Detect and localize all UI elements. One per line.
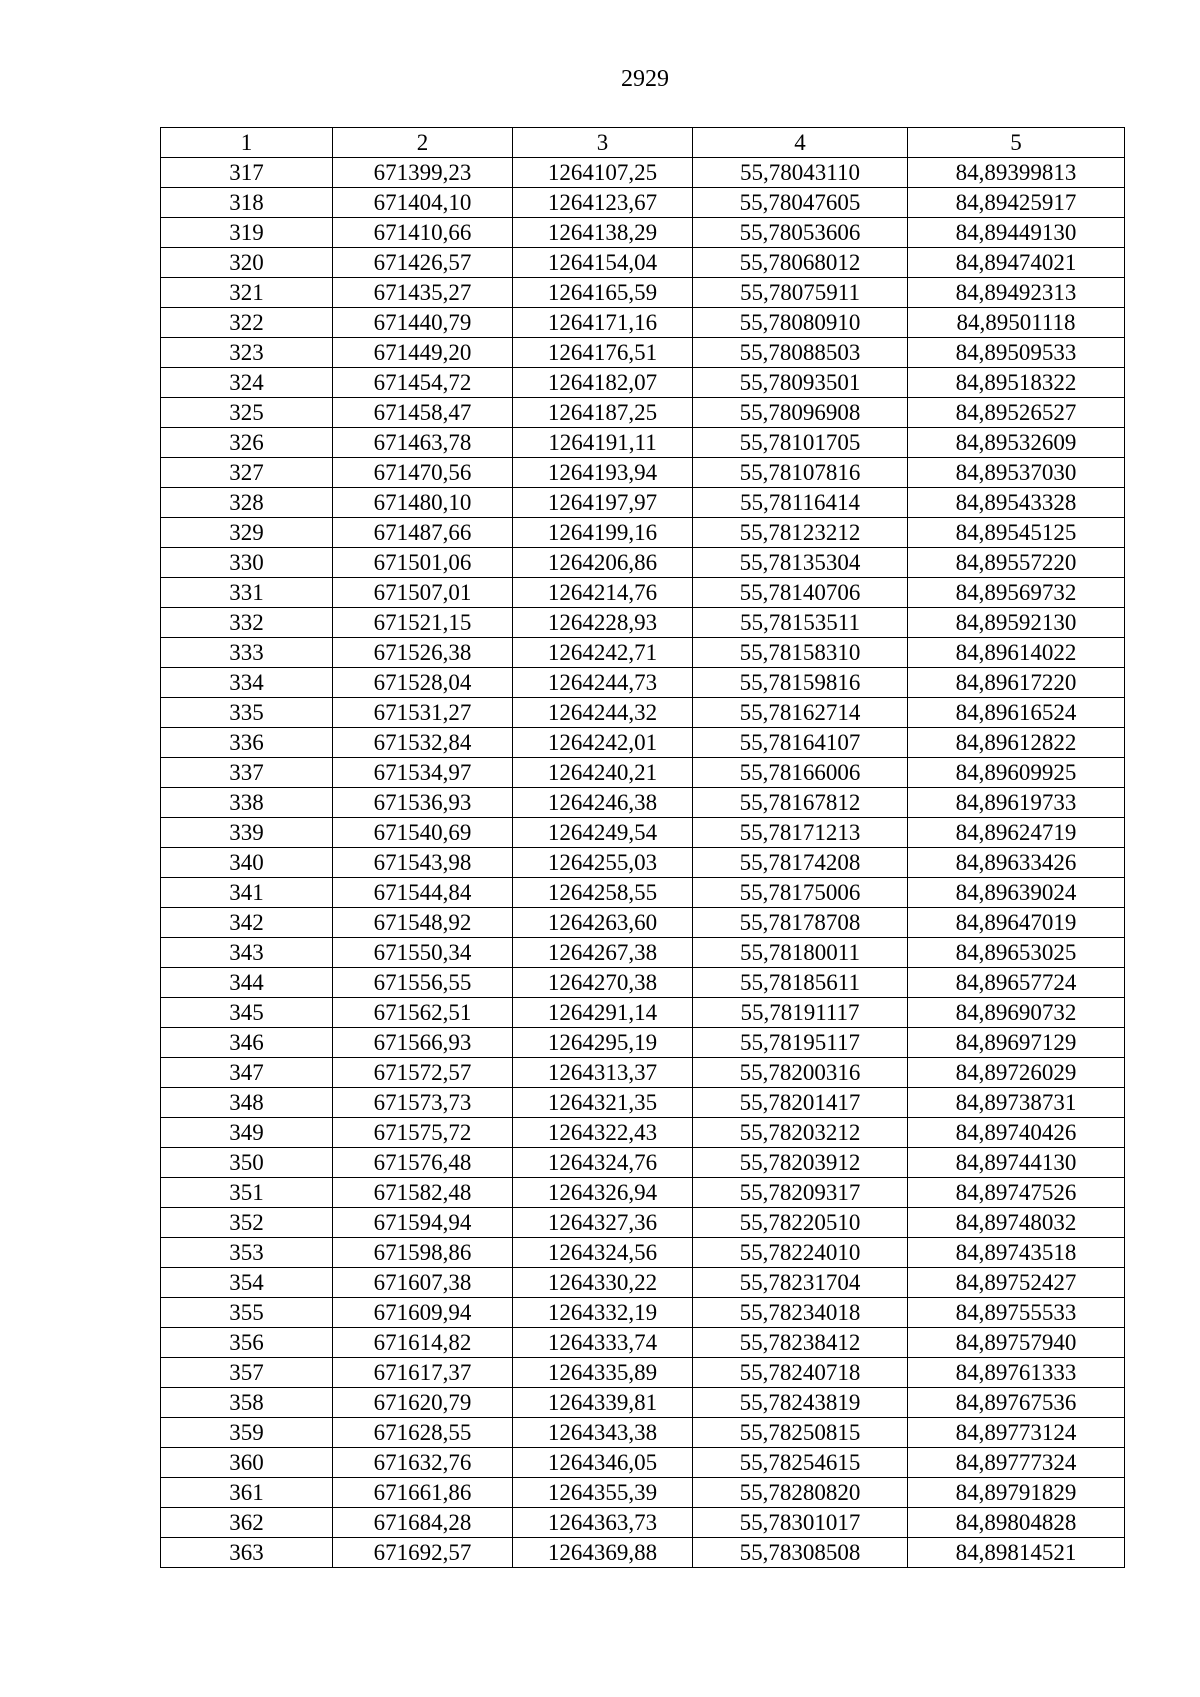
table-cell: 84,89537030 [908, 458, 1125, 488]
table-cell: 320 [161, 248, 333, 278]
table-cell: 671449,20 [333, 338, 513, 368]
column-header: 3 [513, 128, 693, 158]
table-cell: 55,78164107 [693, 728, 908, 758]
table-cell: 671534,97 [333, 758, 513, 788]
table-cell: 1264176,51 [513, 338, 693, 368]
table-cell: 55,78093501 [693, 368, 908, 398]
table-cell: 1264165,59 [513, 278, 693, 308]
table-cell: 84,89612822 [908, 728, 1125, 758]
table-cell: 671614,82 [333, 1328, 513, 1358]
table-row [161, 1268, 1125, 1298]
table-cell: 84,89740426 [908, 1118, 1125, 1148]
table-cell: 84,89738731 [908, 1088, 1125, 1118]
table-cell: 55,78209317 [693, 1178, 908, 1208]
table-cell: 671507,01 [333, 578, 513, 608]
table-cell: 84,89557220 [908, 548, 1125, 578]
table-cell: 1264258,55 [513, 878, 693, 908]
table-cell: 84,89399813 [908, 158, 1125, 188]
table-row [161, 938, 1125, 968]
table-cell: 1264249,54 [513, 818, 693, 848]
table-row [161, 548, 1125, 578]
table-cell: 55,78101705 [693, 428, 908, 458]
table-cell: 671410,66 [333, 218, 513, 248]
table-cell: 55,78200316 [693, 1058, 908, 1088]
table-cell: 344 [161, 968, 333, 998]
table-cell: 327 [161, 458, 333, 488]
table-cell: 55,78254615 [693, 1448, 908, 1478]
table-cell: 1264322,43 [513, 1118, 693, 1148]
table-cell: 671582,48 [333, 1178, 513, 1208]
table-cell: 1264355,39 [513, 1478, 693, 1508]
table-row [161, 218, 1125, 248]
table-cell: 671532,84 [333, 728, 513, 758]
table-cell: 335 [161, 698, 333, 728]
table-row [161, 908, 1125, 938]
table-cell: 1264369,88 [513, 1538, 693, 1568]
table-cell: 671399,23 [333, 158, 513, 188]
table-row [161, 728, 1125, 758]
table-cell: 671576,48 [333, 1148, 513, 1178]
table-cell: 55,78107816 [693, 458, 908, 488]
table-cell: 324 [161, 368, 333, 398]
table-cell: 323 [161, 338, 333, 368]
table-row [161, 1238, 1125, 1268]
table-cell: 84,89543328 [908, 488, 1125, 518]
table-cell: 671544,84 [333, 878, 513, 908]
table-cell: 1264321,35 [513, 1088, 693, 1118]
table-cell: 671454,72 [333, 368, 513, 398]
table-cell: 84,89690732 [908, 998, 1125, 1028]
table-cell: 55,78201417 [693, 1088, 908, 1118]
table-row [161, 638, 1125, 668]
coordinates-table [160, 127, 1125, 1568]
table-cell: 55,78250815 [693, 1418, 908, 1448]
table-cell: 55,78234018 [693, 1298, 908, 1328]
table-cell: 671528,04 [333, 668, 513, 698]
table-cell: 1264138,29 [513, 218, 693, 248]
table-cell: 84,89449130 [908, 218, 1125, 248]
table-cell: 671632,76 [333, 1448, 513, 1478]
table-header-row [161, 128, 1125, 158]
table-cell: 55,78301017 [693, 1508, 908, 1538]
table-cell: 342 [161, 908, 333, 938]
table-cell: 321 [161, 278, 333, 308]
table-cell: 55,78238412 [693, 1328, 908, 1358]
table-cell: 1264295,19 [513, 1028, 693, 1058]
table-row [161, 278, 1125, 308]
table-cell: 55,78175006 [693, 878, 908, 908]
table-row [161, 1418, 1125, 1448]
table-cell: 339 [161, 818, 333, 848]
table-cell: 84,89757940 [908, 1328, 1125, 1358]
table-cell: 318 [161, 188, 333, 218]
table-row [161, 1448, 1125, 1478]
table-cell: 671692,57 [333, 1538, 513, 1568]
table-cell: 357 [161, 1358, 333, 1388]
table-cell: 671566,93 [333, 1028, 513, 1058]
table-cell: 84,89545125 [908, 518, 1125, 548]
table-cell: 55,78075911 [693, 278, 908, 308]
table-cell: 55,78116414 [693, 488, 908, 518]
table-cell: 1264197,97 [513, 488, 693, 518]
table-cell: 84,89617220 [908, 668, 1125, 698]
table-cell: 84,89755533 [908, 1298, 1125, 1328]
table-cell: 84,89747526 [908, 1178, 1125, 1208]
table-cell: 319 [161, 218, 333, 248]
table-cell: 1264187,25 [513, 398, 693, 428]
table-cell: 671607,38 [333, 1268, 513, 1298]
table-cell: 55,78174208 [693, 848, 908, 878]
table-row [161, 1298, 1125, 1328]
table-row [161, 1208, 1125, 1238]
table-cell: 55,78203212 [693, 1118, 908, 1148]
table-cell: 1264291,14 [513, 998, 693, 1028]
table-cell: 347 [161, 1058, 333, 1088]
table-cell: 1264332,19 [513, 1298, 693, 1328]
table-cell: 361 [161, 1478, 333, 1508]
table-cell: 1264255,03 [513, 848, 693, 878]
table-cell: 55,78135304 [693, 548, 908, 578]
table-cell: 1264346,05 [513, 1448, 693, 1478]
table-row [161, 1358, 1125, 1388]
table-row [161, 1148, 1125, 1178]
table-cell: 350 [161, 1148, 333, 1178]
table-cell: 84,89619733 [908, 788, 1125, 818]
table-cell: 1264244,73 [513, 668, 693, 698]
table-cell: 317 [161, 158, 333, 188]
table-cell: 671556,55 [333, 968, 513, 998]
table-row [161, 968, 1125, 998]
table-cell: 55,78167812 [693, 788, 908, 818]
table-cell: 671684,28 [333, 1508, 513, 1538]
table-cell: 671609,94 [333, 1298, 513, 1328]
table-row [161, 1028, 1125, 1058]
table-cell: 84,89569732 [908, 578, 1125, 608]
table-cell: 84,89526527 [908, 398, 1125, 428]
table-cell: 1264343,38 [513, 1418, 693, 1448]
table-cell: 1264193,94 [513, 458, 693, 488]
table-cell: 329 [161, 518, 333, 548]
table-cell: 1264330,22 [513, 1268, 693, 1298]
table-cell: 55,78140706 [693, 578, 908, 608]
table-cell: 1264327,36 [513, 1208, 693, 1238]
table-cell: 55,78159816 [693, 668, 908, 698]
table-row [161, 1478, 1125, 1508]
table-cell: 55,78220510 [693, 1208, 908, 1238]
table-cell: 671562,51 [333, 998, 513, 1028]
table-cell: 352 [161, 1208, 333, 1238]
table-cell: 671463,78 [333, 428, 513, 458]
table-row [161, 248, 1125, 278]
table-cell: 671620,79 [333, 1388, 513, 1418]
table-cell: 343 [161, 938, 333, 968]
table-cell: 331 [161, 578, 333, 608]
table-cell: 354 [161, 1268, 333, 1298]
table-cell: 55,78191117 [693, 998, 908, 1028]
table-row [161, 368, 1125, 398]
table-body [161, 158, 1125, 1568]
table-cell: 671487,66 [333, 518, 513, 548]
table-cell: 1264214,76 [513, 578, 693, 608]
column-header: 1 [161, 128, 333, 158]
table-cell: 346 [161, 1028, 333, 1058]
table-cell: 84,89609925 [908, 758, 1125, 788]
table-cell: 84,89425917 [908, 188, 1125, 218]
table-cell: 322 [161, 308, 333, 338]
table-cell: 55,78171213 [693, 818, 908, 848]
table-cell: 55,78180011 [693, 938, 908, 968]
table-cell: 55,78308508 [693, 1538, 908, 1568]
table-cell: 1264206,86 [513, 548, 693, 578]
table-row [161, 1088, 1125, 1118]
table-row [161, 518, 1125, 548]
table-cell: 84,89592130 [908, 608, 1125, 638]
table-cell: 84,89743518 [908, 1238, 1125, 1268]
table-cell: 1264339,81 [513, 1388, 693, 1418]
table-cell: 84,89773124 [908, 1418, 1125, 1448]
table-cell: 363 [161, 1538, 333, 1568]
table-cell: 671594,94 [333, 1208, 513, 1238]
table-cell: 84,89616524 [908, 698, 1125, 728]
table-cell: 336 [161, 728, 333, 758]
table-cell: 340 [161, 848, 333, 878]
table-cell: 55,78043110 [693, 158, 908, 188]
table-cell: 55,78096908 [693, 398, 908, 428]
table-cell: 1264335,89 [513, 1358, 693, 1388]
table-row [161, 488, 1125, 518]
table-row [161, 338, 1125, 368]
table-cell: 671435,27 [333, 278, 513, 308]
page-number: 2929 [621, 66, 669, 92]
table-cell: 671470,56 [333, 458, 513, 488]
table-cell: 1264263,60 [513, 908, 693, 938]
table-cell: 55,78203912 [693, 1148, 908, 1178]
table-cell: 671572,57 [333, 1058, 513, 1088]
column-header: 5 [908, 128, 1125, 158]
table-cell: 333 [161, 638, 333, 668]
table-cell: 84,89804828 [908, 1508, 1125, 1538]
table-cell: 55,78280820 [693, 1478, 908, 1508]
table-row [161, 878, 1125, 908]
table-cell: 84,89532609 [908, 428, 1125, 458]
table-cell: 84,89647019 [908, 908, 1125, 938]
table-cell: 55,78224010 [693, 1238, 908, 1268]
table-row [161, 1178, 1125, 1208]
table-cell: 671501,06 [333, 548, 513, 578]
table-cell: 1264154,04 [513, 248, 693, 278]
table-row [161, 428, 1125, 458]
table-cell: 1264242,71 [513, 638, 693, 668]
table-row [161, 818, 1125, 848]
table-cell: 671440,79 [333, 308, 513, 338]
table-cell: 671521,15 [333, 608, 513, 638]
table-cell: 1264246,38 [513, 788, 693, 818]
table-cell: 55,78153511 [693, 608, 908, 638]
table-row [161, 608, 1125, 638]
table-cell: 84,89492313 [908, 278, 1125, 308]
table-cell: 55,78166006 [693, 758, 908, 788]
table-cell: 671617,37 [333, 1358, 513, 1388]
table-cell: 334 [161, 668, 333, 698]
table-cell: 356 [161, 1328, 333, 1358]
table-cell: 1264242,01 [513, 728, 693, 758]
table-cell: 84,89518322 [908, 368, 1125, 398]
table-row [161, 1538, 1125, 1568]
table-row [161, 458, 1125, 488]
table-cell: 349 [161, 1118, 333, 1148]
table-cell: 84,89791829 [908, 1478, 1125, 1508]
table-cell: 1264191,11 [513, 428, 693, 458]
table-row [161, 158, 1125, 188]
table-cell: 84,89814521 [908, 1538, 1125, 1568]
table-row [161, 578, 1125, 608]
table-cell: 671628,55 [333, 1418, 513, 1448]
table-cell: 671526,38 [333, 638, 513, 668]
table-cell: 55,78195117 [693, 1028, 908, 1058]
table-cell: 55,78053606 [693, 218, 908, 248]
table-cell: 84,89639024 [908, 878, 1125, 908]
table-cell: 1264123,67 [513, 188, 693, 218]
table-cell: 1264107,25 [513, 158, 693, 188]
table-cell: 55,78068012 [693, 248, 908, 278]
table-cell: 84,89726029 [908, 1058, 1125, 1088]
table-cell: 328 [161, 488, 333, 518]
table-cell: 671426,57 [333, 248, 513, 278]
table-cell: 362 [161, 1508, 333, 1538]
table-cell: 1264244,32 [513, 698, 693, 728]
column-header: 4 [693, 128, 908, 158]
table-cell: 671575,72 [333, 1118, 513, 1148]
table-cell: 84,89777324 [908, 1448, 1125, 1478]
table-cell: 359 [161, 1418, 333, 1448]
table-cell: 84,89748032 [908, 1208, 1125, 1238]
table-cell: 358 [161, 1388, 333, 1418]
table-cell: 671548,92 [333, 908, 513, 938]
table-cell: 671540,69 [333, 818, 513, 848]
table-cell: 55,78158310 [693, 638, 908, 668]
table-cell: 84,89474021 [908, 248, 1125, 278]
table-cell: 84,89509533 [908, 338, 1125, 368]
table-cell: 55,78240718 [693, 1358, 908, 1388]
table-row [161, 1058, 1125, 1088]
table-cell: 326 [161, 428, 333, 458]
table-cell: 55,78080910 [693, 308, 908, 338]
table-row [161, 1328, 1125, 1358]
table-cell: 1264171,16 [513, 308, 693, 338]
table-cell: 84,89501118 [908, 308, 1125, 338]
table-row [161, 308, 1125, 338]
table-cell: 1264326,94 [513, 1178, 693, 1208]
table-cell: 671550,34 [333, 938, 513, 968]
table-cell: 341 [161, 878, 333, 908]
table-row [161, 698, 1125, 728]
table-row [161, 998, 1125, 1028]
table-cell: 330 [161, 548, 333, 578]
table-cell: 84,89744130 [908, 1148, 1125, 1178]
table-cell: 1264228,93 [513, 608, 693, 638]
table-cell: 84,89653025 [908, 938, 1125, 968]
table-cell: 353 [161, 1238, 333, 1268]
table-cell: 84,89614022 [908, 638, 1125, 668]
table-cell: 338 [161, 788, 333, 818]
table-cell: 55,78088503 [693, 338, 908, 368]
table-row [161, 668, 1125, 698]
table-cell: 671480,10 [333, 488, 513, 518]
table-cell: 84,89761333 [908, 1358, 1125, 1388]
table-row [161, 1118, 1125, 1148]
table-cell: 55,78243819 [693, 1388, 908, 1418]
table-cell: 55,78047605 [693, 188, 908, 218]
table-cell: 671404,10 [333, 188, 513, 218]
table-row [161, 188, 1125, 218]
table-cell: 325 [161, 398, 333, 428]
table-cell: 1264324,76 [513, 1148, 693, 1178]
table-cell: 355 [161, 1298, 333, 1328]
table-cell: 84,89624719 [908, 818, 1125, 848]
table-cell: 1264182,07 [513, 368, 693, 398]
table-cell: 55,78123212 [693, 518, 908, 548]
table-cell: 345 [161, 998, 333, 1028]
table-cell: 671536,93 [333, 788, 513, 818]
table-cell: 84,89697129 [908, 1028, 1125, 1058]
table-cell: 84,89752427 [908, 1268, 1125, 1298]
table-cell: 55,78162714 [693, 698, 908, 728]
table-cell: 360 [161, 1448, 333, 1478]
table-row [161, 398, 1125, 428]
table-row [161, 788, 1125, 818]
table-row [161, 758, 1125, 788]
column-header: 2 [333, 128, 513, 158]
table-cell: 1264270,38 [513, 968, 693, 998]
table-cell: 1264199,16 [513, 518, 693, 548]
table-cell: 55,78231704 [693, 1268, 908, 1298]
table-cell: 671531,27 [333, 698, 513, 728]
table-cell: 1264333,74 [513, 1328, 693, 1358]
table-cell: 351 [161, 1178, 333, 1208]
table-cell: 84,89657724 [908, 968, 1125, 998]
table-cell: 671573,73 [333, 1088, 513, 1118]
table-cell: 1264240,21 [513, 758, 693, 788]
table-cell: 671543,98 [333, 848, 513, 878]
table-cell: 1264313,37 [513, 1058, 693, 1088]
table-cell: 84,89767536 [908, 1388, 1125, 1418]
table-cell: 84,89633426 [908, 848, 1125, 878]
table-cell: 55,78178708 [693, 908, 908, 938]
table-cell: 671598,86 [333, 1238, 513, 1268]
table-cell: 671458,47 [333, 398, 513, 428]
table-cell: 1264363,73 [513, 1508, 693, 1538]
table-cell: 1264324,56 [513, 1238, 693, 1268]
table-row [161, 848, 1125, 878]
table-cell: 55,78185611 [693, 968, 908, 998]
table-row [161, 1508, 1125, 1538]
table-row [161, 1388, 1125, 1418]
table-cell: 332 [161, 608, 333, 638]
table-cell: 348 [161, 1088, 333, 1118]
table-cell: 1264267,38 [513, 938, 693, 968]
table-cell: 671661,86 [333, 1478, 513, 1508]
table-cell: 337 [161, 758, 333, 788]
